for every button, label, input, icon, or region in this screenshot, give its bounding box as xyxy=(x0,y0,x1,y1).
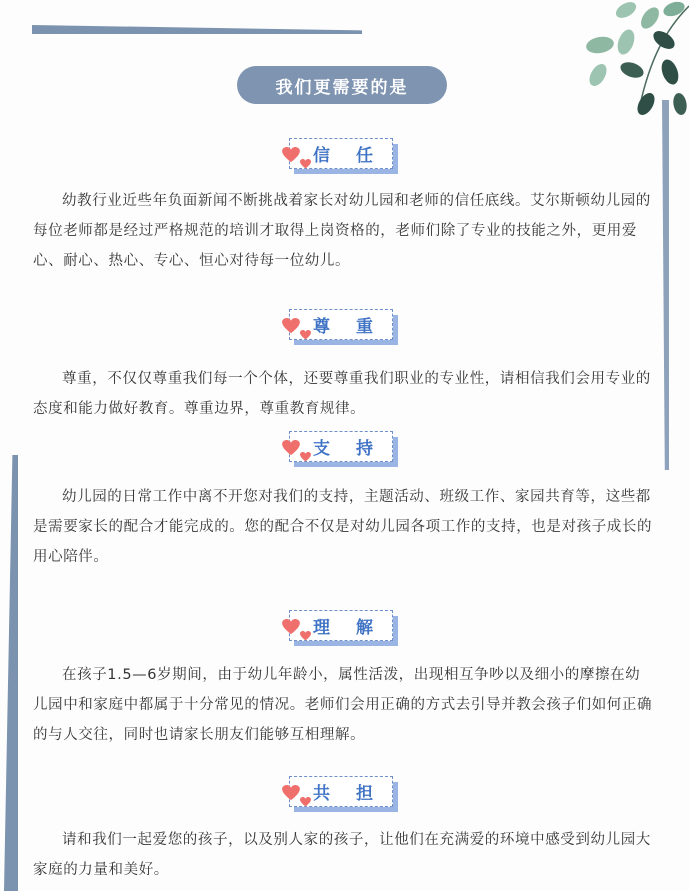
section-heading-support xyxy=(282,431,402,471)
frame-bar-top xyxy=(32,25,362,34)
small-heart-icon xyxy=(300,631,311,641)
heart-icon xyxy=(282,440,300,456)
section-heading-respect xyxy=(282,309,402,349)
section-text-respect: 尊重，不仅仅尊重我们每一个个体，还要尊重我们职业的专业性，请相信我们会用专业的态度和能力做好教育。尊重边界，尊重教育规律。 xyxy=(33,371,651,417)
frame-bar-right xyxy=(662,100,669,470)
page-title: 我们更需要的是 xyxy=(237,66,447,104)
heading-label: 共 担 xyxy=(289,776,393,807)
section-text-support: 幼儿园的日常工作中离不开您对我们的支持，主题活动、班级工作、家园共育等，这些都是需要家长的配合才能完成的。您的配合不仅是对幼儿园各项工作的支持，也是对孩子成长的用心陪伴。 xyxy=(33,489,653,565)
section-heading-trust xyxy=(282,138,402,178)
leaf-branch-decoration xyxy=(570,0,689,125)
frame-bar-left xyxy=(4,455,18,891)
section-text-understanding: 在孩子1.5—6岁期间，由于幼儿年龄小，属性活泼，出现相互争吵以及细小的摩擦在幼儿园中和家庭中都属于十分常见的情况。老师们会用正确的方式去引导并教会孩子们如何正确的与人交往，同时也请家长朋友们能够互相理解。 xyxy=(33,667,653,743)
section-heading-understanding xyxy=(282,610,402,650)
heading-label: 支 持 xyxy=(289,431,393,462)
small-heart-icon xyxy=(300,452,311,462)
section-heading-share xyxy=(282,776,402,816)
section-text-share: 请和我们一起爱您的孩子，以及别人家的孩子，让他们在充满爱的环境中感受到幼儿园大家庭的力量和美好。 xyxy=(33,832,651,878)
section-text-trust: 幼教行业近些年负面新闻不断挑战着家长对幼儿园和老师的信任底线。艾尔斯顿幼儿园的每位老师都是经过严格规范的培训才取得上岗资格的，老师们除了专业的技能之外，更用爱心、耐心、热心、专心、恒心对待每一位幼儿。 xyxy=(33,193,651,269)
heading-label: 尊 重 xyxy=(289,309,393,340)
heart-icon xyxy=(282,318,300,334)
small-heart-icon xyxy=(300,330,311,340)
small-heart-icon xyxy=(300,797,311,807)
heart-icon xyxy=(282,147,300,163)
heading-label: 信 任 xyxy=(289,138,393,169)
heart-icon xyxy=(282,785,300,801)
heading-label: 理 解 xyxy=(289,610,393,641)
small-heart-icon xyxy=(300,159,311,169)
heart-icon xyxy=(282,619,300,635)
